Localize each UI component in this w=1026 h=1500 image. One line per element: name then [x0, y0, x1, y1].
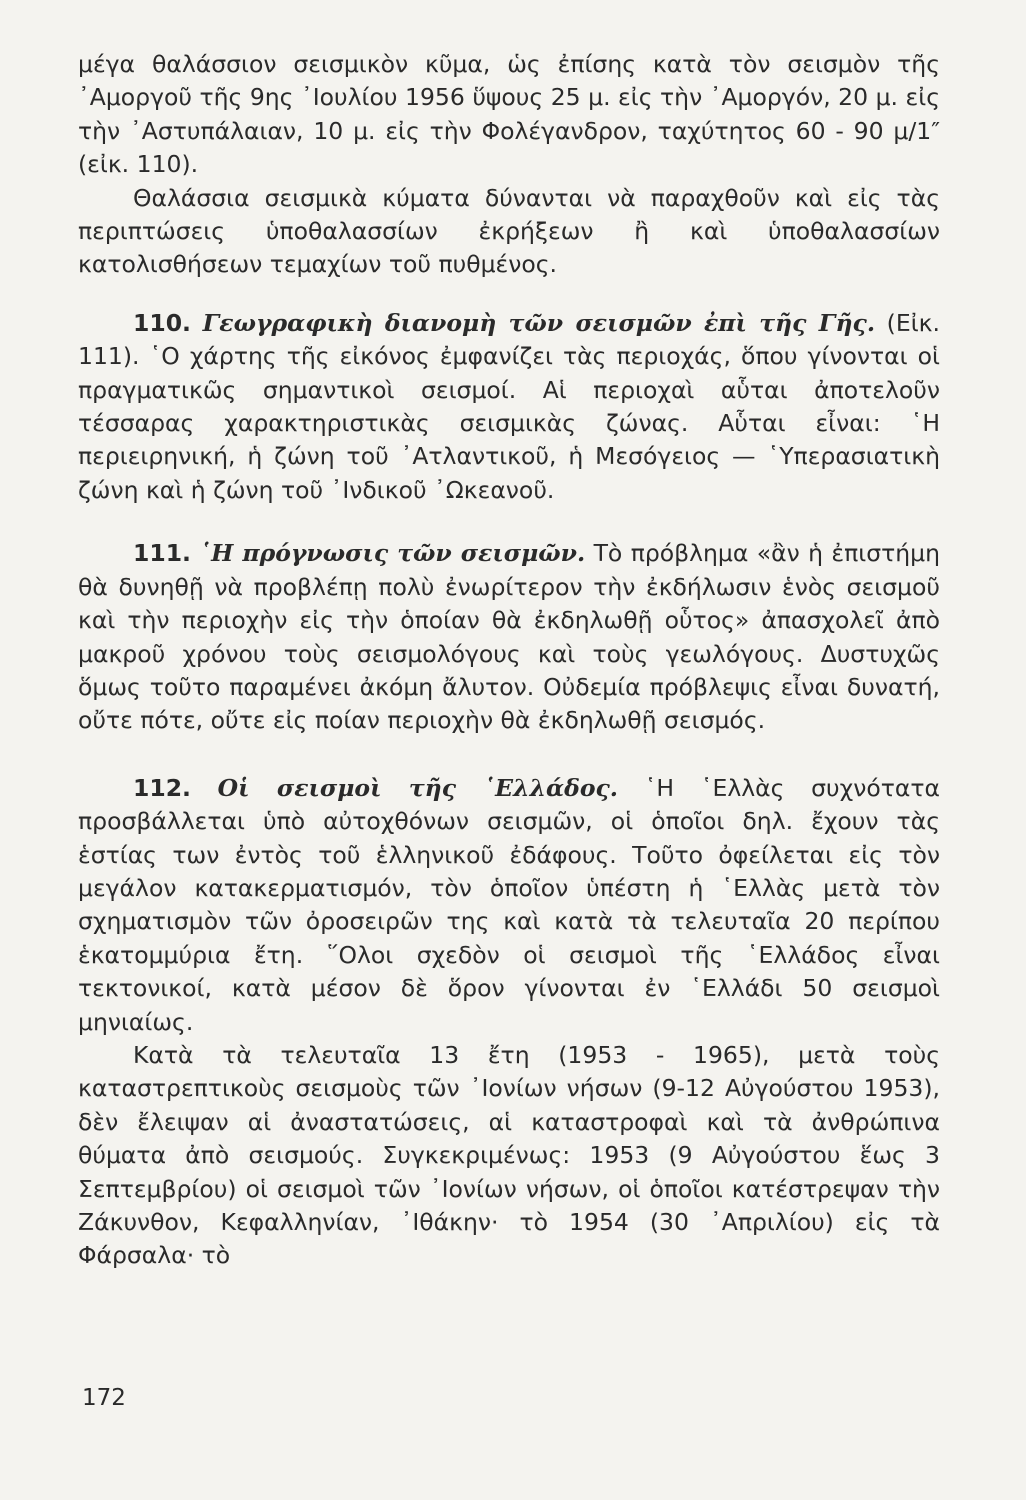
section-110-text: (Εἰκ. 111). ῾Ο χάρτης τῆς εἰκόνος ἐμφανίζει τὰς περιοχάς, ὅπου γίνονται οἱ πραγματικῶς σημαντικοὶ σεισμοί. Αἱ περιοχαὶ αὗται ἀποτελοῦν τέσσαρας χαρακτηριστικὰς σεισμικὰς ζώνας. Αὗται εἶναι: ῾Η περιειρηνική, ἡ ζώνη τοῦ ᾿Ατλαντικοῦ, ἡ Μεσόγειος — ῾Υπερασιατικὴ ζώνη καὶ ἡ ζώνη τοῦ ᾿Ινδικοῦ ᾿Ωκεανοῦ.	[78, 308, 940, 504]
paragraph-recent-earthquakes: Κατὰ τὰ τελευταῖα 13 ἔτη (1953 - 1965), μετὰ τοὺς καταστρεπτικοὺς σεισμοὺς τῶν ᾿Ιονίων νήσων (9-12 Αὐγούστου 1953), δὲν ἔλειψαν αἱ ἀναστατώσεις, αἱ καταστροφαὶ καὶ τὰ ἀνθρώπινα θύματα ἀπὸ σεισμούς. Συγκεκριμένως: 1953 (9 Αὐγούστου ἕως 3 Σεπτεμβρίου) οἱ σεισμοὶ τῶν ᾿Ιονίων νήσων, οἱ ὁποῖοι κατέστρεψαν τὴν Ζάκυνθον, Κεφαλληνίαν, ᾿Ιθάκην· τὸ 1954 (30 ᾿Απριλίου) εἰς τὰ Φάρσαλα· τὸ	[78, 1040, 940, 1270]
section-110	[78, 307, 940, 507]
page-body	[78, 48, 940, 1273]
section-111-text: Τὸ πρόβλημα «ἂν ἡ ἐπιστήμη θὰ δυνηθῇ νὰ προβλέπῃ πολὺ ἐνωρίτερον τὴν ἐκδήλωσιν ἑνὸς σεισμοῦ καὶ τὴν περιοχὴν εἰς τὴν ὁποίαν θὰ ἐκδηλωθῇ οὗτος» ἀπασχολεῖ ἀπὸ μακροῦ χρόνου τοὺς σεισμολόγους καὶ τοὺς γεωλόγους. Δυστυχῶς ὅμως τοῦτο παραμένει ἀκόμη ἄλυτον. Οὐδεμία πρόβλεψις εἶναι δυνατή, οὔτε πότε, οὔτε εἰς ποίαν περιοχὴν θὰ ἐκδηλωθῇ σεισμός.	[78, 539, 940, 735]
paragraph-continuation: μέγα θαλάσσιον σεισμικὸν κῦμα, ὡς ἐπίσης κατὰ τὸν σεισμὸν τῆς ᾿Αμοργοῦ τῆς 9ης ᾿Ιουλίου 1956 ὕψους 25 μ. εἰς τὴν ᾿Αμοργόν, 20 μ. εἰς τὴν ᾿Αστυπάλαιαν, 10 μ. εἰς τὴν Φολέγανδρον, ταχύτητος 60 - 90 μ/1″ (εἰκ. 110).	[78, 50, 940, 179]
page-number: 172	[82, 1385, 126, 1411]
section-112-heading: Οἱ σεισμοὶ τῆς ῾Ελλάδος.	[217, 773, 618, 802]
section-111	[78, 537, 940, 737]
paragraph-sea-waves: Θαλάσσια σεισμικὰ κύματα δύνανται νὰ παραχθοῦν καὶ εἰς τὰς περιπτώσεις ὑποθαλασσίων ἐκρήξεων ἢ καὶ ὑποθαλασσίων κατολισθήσεων τεμαχίων τοῦ πυθμένος.	[78, 183, 940, 279]
section-112	[78, 772, 940, 1039]
section-110-number: 110.	[133, 308, 191, 337]
section-110-heading: Γεωγραφικὴ διανομὴ τῶν σεισμῶν ἐπὶ τῆς Γῆς.	[202, 308, 876, 337]
section-112-number: 112.	[133, 773, 191, 802]
section-111-number: 111.	[133, 539, 191, 568]
section-112-text: ῾Η ῾Ελλὰς συχνότατα προσβάλλεται ὑπὸ αὐτοχθόνων σεισμῶν, οἱ ὁποῖοι δηλ. ἔχουν τὰς ἑστίας των ἐντὸς τοῦ ἑλληνικοῦ ἐδάφους. Τοῦτο ὀφείλεται εἰς τὸν μεγάλον κατακερματισμόν, τὸν ὁποῖον ὑπέστη ἡ ῾Ελλὰς μετὰ τὸν σχηματισμὸν τῶν ὀροσειρῶν της καὶ κατὰ τὰ τελευταῖα 20 περίπου ἑκατομμύρια ἔτη. ῞Ολοι σχεδὸν οἱ σεισμοὶ τῆς ῾Ελλάδος εἶναι τεκτονικοί, κατὰ μέσον δὲ ὅρον γίνονται ἐν ῾Ελλάδι 50 σεισμοὶ μηνιαίως.	[78, 773, 940, 1036]
section-111-heading: ῾Η πρόγνωσις τῶν σεισμῶν.	[199, 539, 586, 568]
